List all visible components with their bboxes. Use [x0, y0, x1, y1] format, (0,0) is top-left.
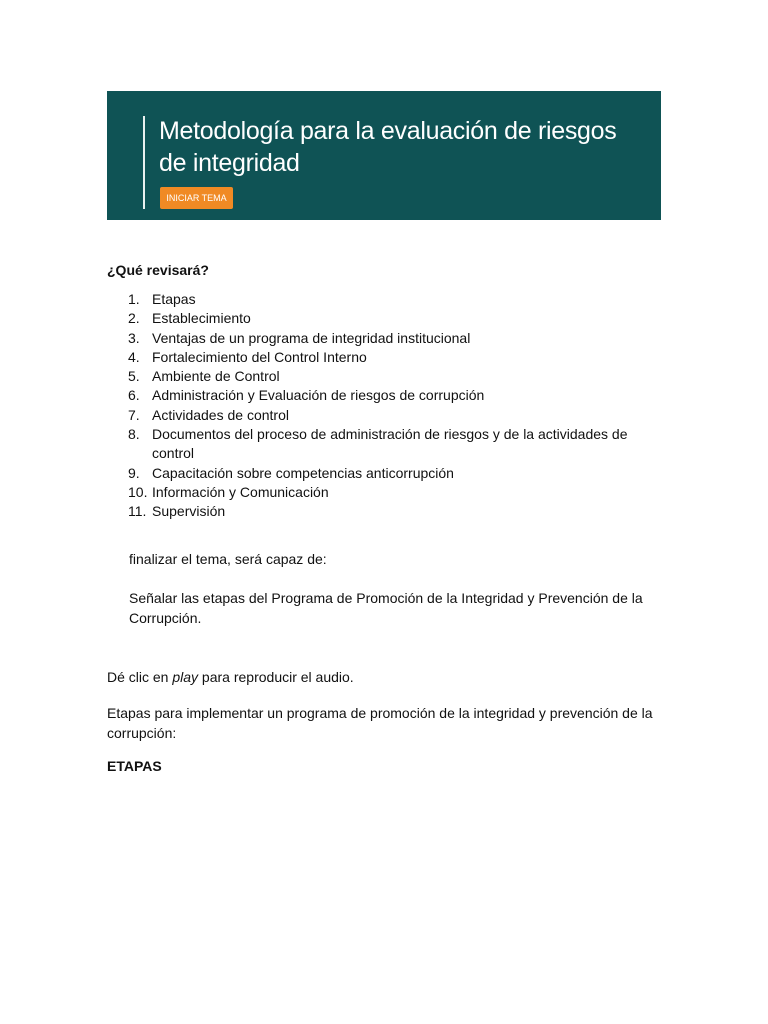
topic-label: Capacitación sobre competencias anticorrupción	[152, 464, 454, 481]
topic-item	[107, 425, 667, 464]
topic-number: 5.	[128, 368, 140, 385]
audio-instruction-suffix: para reproducir el audio.	[198, 669, 354, 685]
stages-heading: ETAPAS	[107, 758, 162, 774]
course-banner	[107, 91, 661, 220]
topic-label: Fortalecimiento del Control Interno	[152, 348, 367, 365]
stages-intro: Etapas para implementar un programa de promoción de la integridad y prevención de la corrupción:	[107, 705, 653, 741]
topic-label: Actividades de control	[152, 406, 289, 423]
topic-item	[107, 329, 667, 348]
topic-label: Documentos del proceso de administración de riesgos y de la actividades de control	[152, 426, 628, 462]
topic-label: Etapas	[152, 291, 196, 307]
topic-number: 9.	[128, 464, 140, 481]
topic-number: 2.	[128, 310, 140, 327]
topic-item	[107, 406, 667, 425]
topic-item	[107, 386, 667, 405]
topic-number: 10.	[128, 483, 148, 500]
topic-number: 7.	[128, 406, 140, 423]
audio-play-word: play	[172, 669, 199, 685]
topic-item	[107, 348, 667, 367]
goal-text: Señalar las etapas del Programa de Promoción de la Integridad y Prevención de la Corrupción.	[129, 590, 643, 626]
topic-label: Ventajas de un programa de integridad institucional	[152, 329, 471, 346]
audio-instruction	[107, 667, 354, 687]
goal-intro: finalizar el tema, será capaz de:	[129, 551, 327, 567]
topic-item	[107, 502, 667, 521]
topic-item	[107, 464, 667, 483]
topic-number: 1.	[128, 291, 140, 307]
topic-label: Establecimiento	[152, 310, 251, 327]
topic-number: 8.	[128, 426, 140, 443]
topic-item	[107, 483, 667, 502]
banner-divider	[143, 116, 145, 209]
topic-label: Administración y Evaluación de riesgos de corrupción	[152, 387, 485, 404]
start-topic-button[interactable]: INICIAR TEMA	[160, 187, 233, 209]
review-heading: ¿Qué revisará?	[107, 262, 209, 278]
audio-instruction-prefix: Dé clic en	[107, 669, 173, 685]
topic-label: Información y Comunicación	[152, 483, 329, 500]
topic-number: 6.	[128, 387, 140, 404]
course-title: Metodología para la evaluación de riesgos de integridad	[159, 117, 617, 177]
topic-item	[107, 309, 667, 328]
topic-item	[107, 290, 667, 309]
topic-number: 3.	[128, 329, 140, 346]
topic-label: Ambiente de Control	[152, 368, 280, 385]
topic-number: 4.	[128, 348, 140, 365]
topic-label: Supervisión	[152, 503, 226, 520]
topic-number: 11.	[128, 503, 147, 520]
topic-list	[107, 290, 667, 522]
topic-item	[107, 367, 667, 386]
